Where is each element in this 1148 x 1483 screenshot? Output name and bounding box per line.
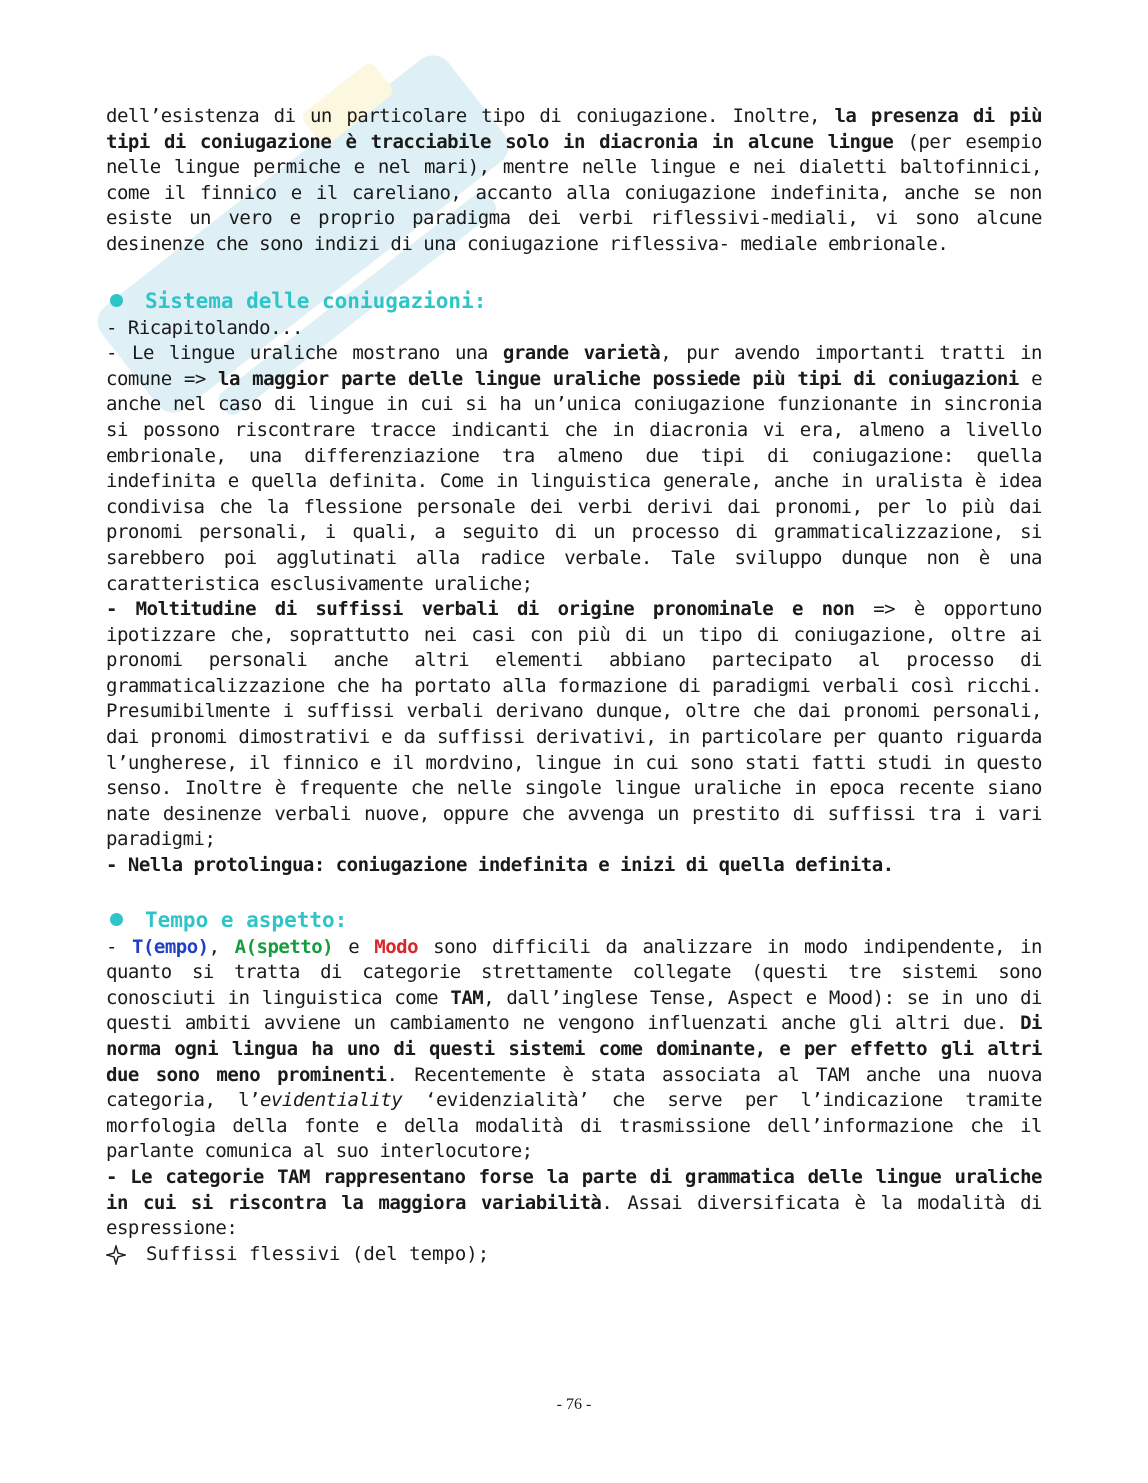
bold-text: - Moltitudine di suffissi verbali di origine pronominale e non <box>106 598 855 621</box>
text-run: ‘evidenzialità’ che serve per l’indicazione tramite morfologia della fonte e della modalità di trasmissione dell’informazione che il parlante comunica al suo interlocutore; <box>106 1089 1042 1163</box>
bold-text: Di norma ogni lingua ha uno di questi sistemi come dominante, e per effetto gli altri due sono meno prominenti <box>106 1012 1042 1086</box>
text-run: - Ricapitolando... <box>106 316 303 339</box>
text-run: - Le lingue uraliche mostrano una <box>106 342 503 365</box>
heading-text: Tempo e aspetto: <box>145 907 348 932</box>
list-item <box>106 1242 1042 1268</box>
text-run: . Recentemente è stata associata al TAM anche una nuova categoria, l’ <box>106 1063 1042 1112</box>
bold-text: grande varietà <box>502 342 661 365</box>
bold-text: TAM <box>450 986 484 1009</box>
list-item-text: Suffissi flessivi (del tempo); <box>146 1242 490 1265</box>
bold-text: - Le categorie TAM rappresentano forse la parte di grammatica delle lingue uraliche in cui si riscontra la maggiora variabilità <box>106 1165 1042 1214</box>
paragraph <box>106 1165 1042 1242</box>
paragraph <box>106 316 1042 342</box>
text-run: dell’esistenza di un particolare tipo di coniugazione. Inoltre, <box>106 105 835 127</box>
bold-text: la maggior parte delle lingue uraliche possiede più tipi di coniugazioni <box>218 367 1019 390</box>
modo-label: Modo <box>374 935 419 958</box>
text-run: , dall’inglese Tense, Aspect e Mood): se in uno di questi ambiti avviene un cambiamento ne vengono influenzati anche gli altri due. <box>106 986 1042 1035</box>
bold-text: - Nella protolingua: coniugazione indefinita e inizi di quella definita. <box>106 854 894 877</box>
teal-dot-icon <box>110 913 123 926</box>
page-number: - 76 - <box>556 1396 592 1413</box>
teal-dot-icon <box>110 294 123 307</box>
paragraph <box>106 935 1042 1165</box>
text-run: sono difficili da analizzare in modo indipendente, in quanto si tratta di categorie strettamente collegate (questi tre sistemi sono conosciuti in linguistica come <box>106 935 1042 1009</box>
text-run: , <box>208 935 235 958</box>
section-heading <box>106 286 1042 316</box>
paragraph <box>106 597 1042 853</box>
text-run: , pur avendo importanti tratti in comune => <box>106 342 1042 390</box>
text-run: e <box>333 935 375 958</box>
intro-paragraph <box>106 104 1042 258</box>
paragraph <box>106 853 1042 879</box>
heading-text: Sistema delle coniugazioni: <box>145 288 487 313</box>
bold-text: la presenza di più tipi di coniugazione è tracciabile solo in diacronia in alcune lingue <box>106 105 1043 153</box>
document-page <box>106 104 1042 1267</box>
section-heading <box>106 905 1042 935</box>
text-run: => è opportuno ipotizzare che, soprattutto nei casi con più di un tipo di coniugazione, oltre ai pronomi personali anche altri elementi abbiano partecipato al processo di grammaticalizzazione che ha portato alla formazione di paradigmi verbali così ricchi. Presumibilmente i suffissi verbali derivano dunque, oltre che dai pronomi personali, dai pronomi dimostrativi e da suffissi derivativi, in particolare per quanto riguarda l’ungherese, il finnico e il mordvino, lingue in cui sono stati fatti studi in questo senso. Inoltre è frequente che nelle singole lingue uraliche in epoca recente siano nate desinenze verbali nuove, oppure che avvenga un prestito di suffissi tra i vari paradigmi; <box>106 598 1042 851</box>
text-run: (per esempio nelle lingue permiche e nel mari), mentre nelle lingue e nei dialetti baltofinnici, come il finnico e il careliano, accanto alla coniugazione indefinita, anche se non esiste un vero e proprio paradigma dei verbi riflessivi-mediali, vi sono alcune desinenze che sono indizi di una coniugazione riflessiva- mediale embrionale. <box>106 130 1042 255</box>
text-run: e anche nel caso di lingue in cui si ha un’unica coniugazione funzionante in sincronia si possono riscontrare tracce indicanti che in diacronia vi era, almeno a livello embrionale, una differenziazione tra almeno due tipi di coniugazione: quella indefinita e quella definita. Come in linguistica generale, anche in uralista è idea condivisa che la flessione personale dei verbi derivi dai pronomi, per lo più dai pronomi personali, i quali, a seguito di un processo di grammaticalizzazione, si sarebbero poi agglutinati alla radice verbale. Tale sviluppo dunque non è una caratteristica esclusivamente uraliche; <box>106 367 1043 595</box>
tempo-label: T(empo) <box>132 935 209 958</box>
aspetto-label: A(spetto) <box>234 935 334 958</box>
italic-text: evidentiality <box>260 1089 403 1112</box>
text-run: . Assai diversificata è la modalità di espressione: <box>106 1191 1042 1240</box>
four-point-star-icon <box>106 1245 126 1265</box>
paragraph <box>106 341 1042 597</box>
text-run: - <box>106 935 133 958</box>
